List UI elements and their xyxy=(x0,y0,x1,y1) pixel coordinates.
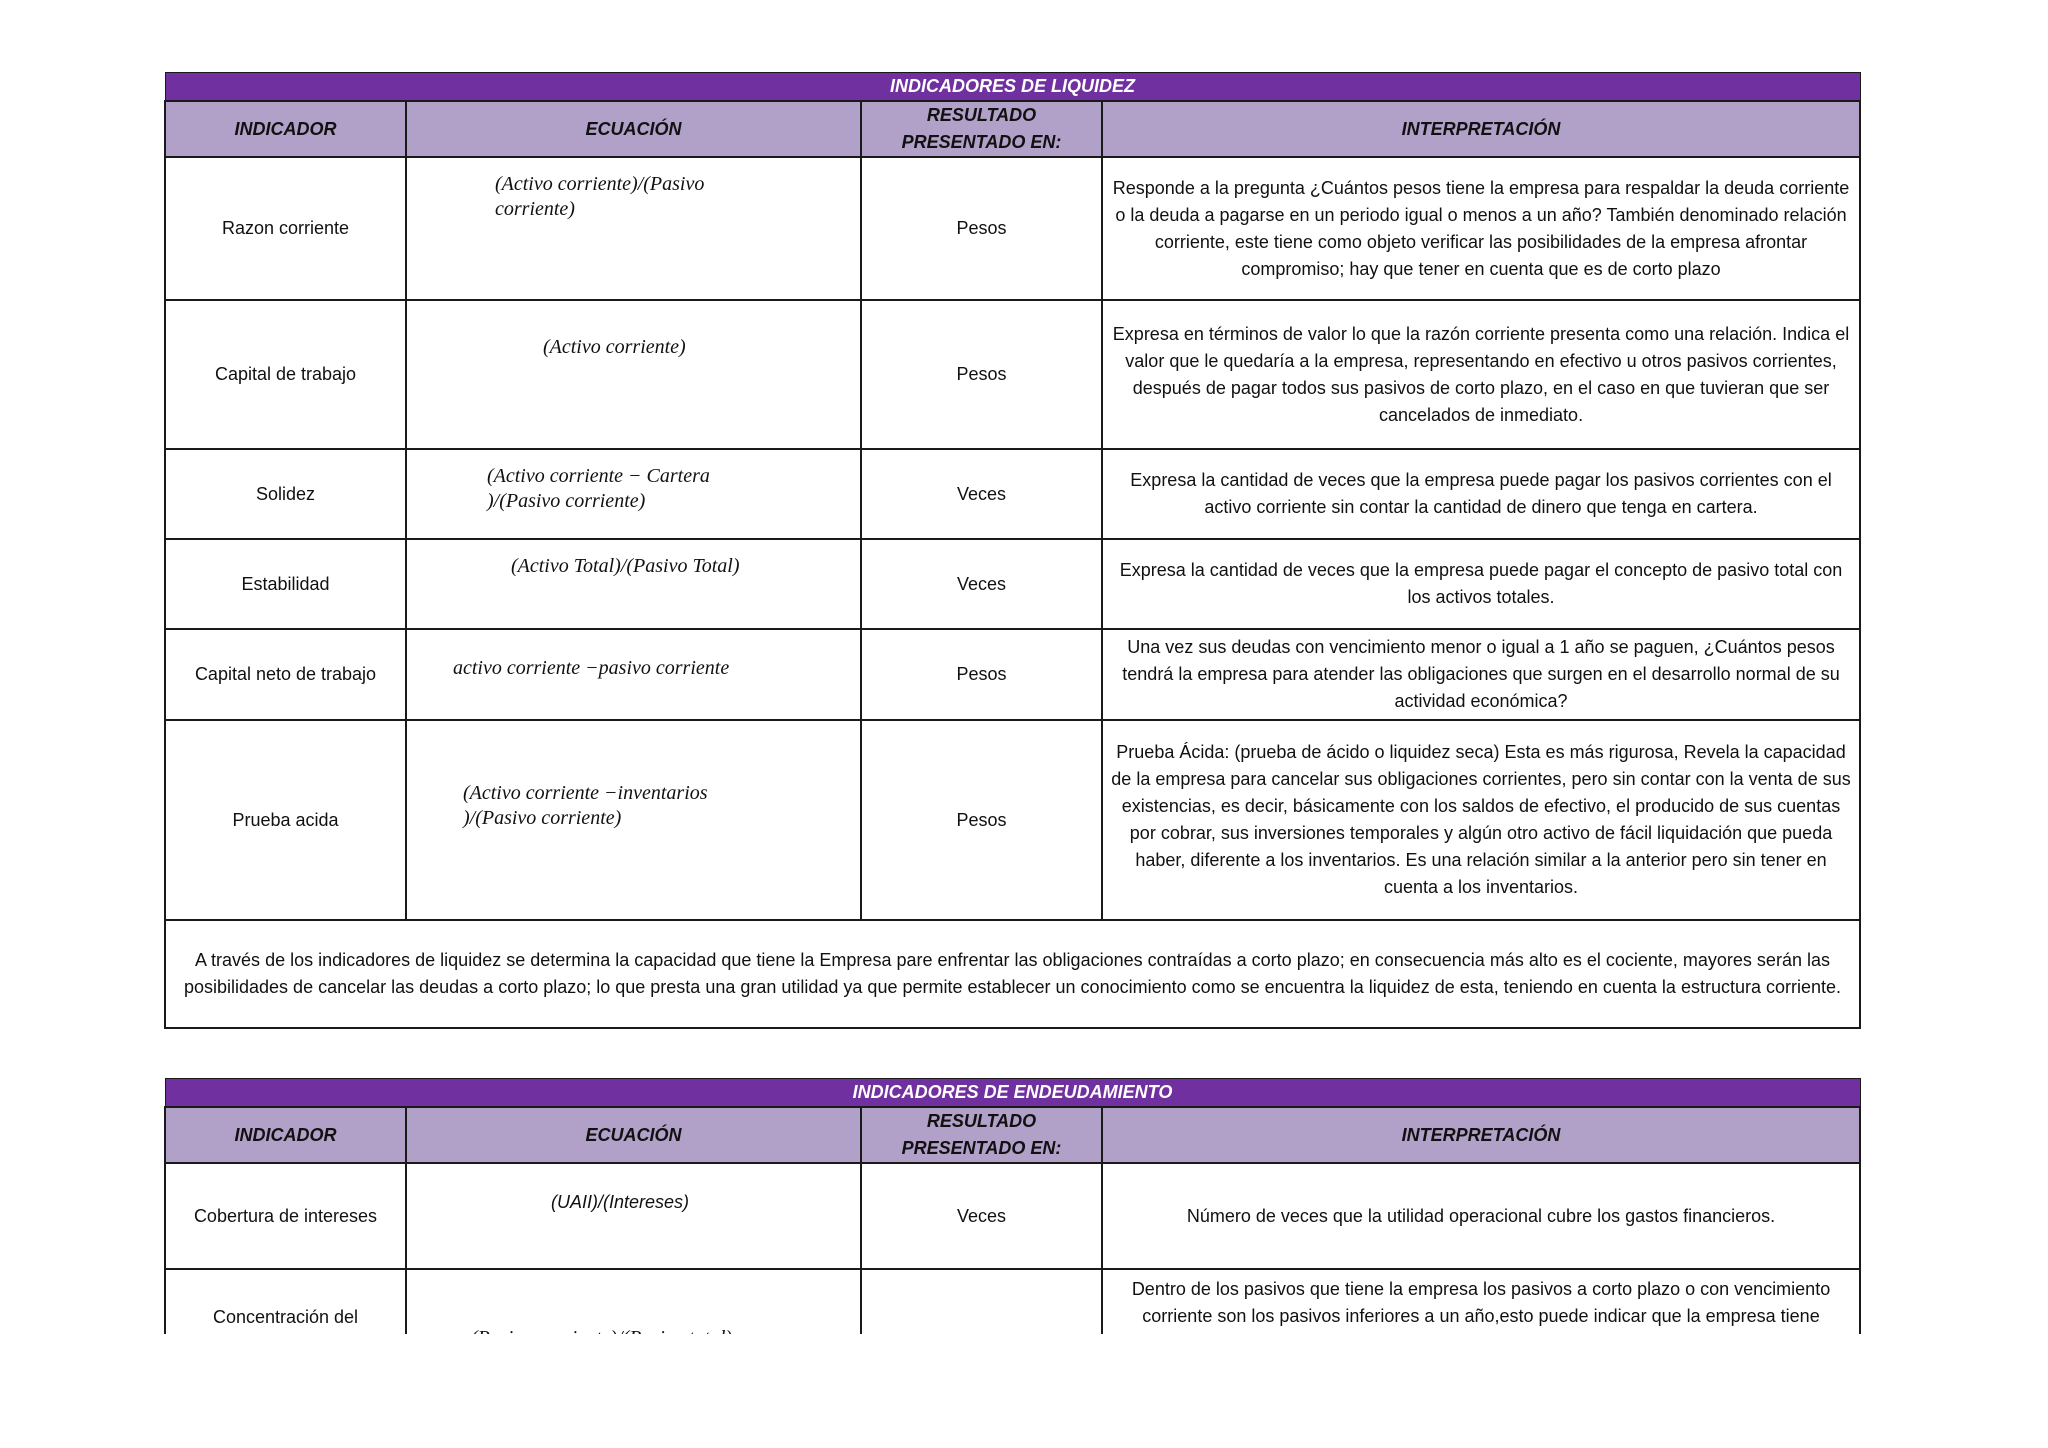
page-cutoff xyxy=(0,1334,2048,1448)
header-resultado: RESULTADO PRESENTADO EN: xyxy=(861,101,1102,157)
header-indicador: INDICADOR xyxy=(165,101,406,157)
result-unit: Pesos xyxy=(861,300,1102,449)
table-row xyxy=(165,539,1860,629)
indicator-name: Concentración del xyxy=(165,1269,406,1429)
liquidity-title: INDICADORES DE LIQUIDEZ xyxy=(165,73,1860,102)
indicator-name: Estabilidad xyxy=(165,539,406,629)
debt-title: INDICADORES DE ENDEUDAMIENTO xyxy=(165,1079,1860,1108)
result-unit: Veces xyxy=(861,449,1102,539)
interpretation: Dentro de los pasivos que tiene la empresa los pasivos a corto plazo o con vencimiento corriente son los pasivos inferiores a un año,esto puede indicar que la empresa tiene xyxy=(1102,1269,1860,1429)
indicator-name: Capital de trabajo xyxy=(165,300,406,449)
result-unit: Veces xyxy=(861,539,1102,629)
equation: (Activo corriente −inventarios )/(Pasivo corriente) xyxy=(463,782,708,829)
result-unit: Pesos xyxy=(861,157,1102,300)
table-row xyxy=(165,720,1860,920)
equation: (Activo corriente)/(Pasivo corriente) xyxy=(495,173,705,220)
equation: (UAII)/(Intereses) xyxy=(551,1192,690,1212)
interpretation: Prueba Ácida: (prueba de ácido o liquidez seca) Esta es más rigurosa, Revela la capacidad de la empresa para cancelar sus obligaciones corrientes, pero sin contar con la venta de sus existencias, es decir, básicamente con los saldos de efectivo, el producido de sus cuentas por cobrar, sus inversiones temporales y algún otro activo de fácil liquidación que pueda haber, diferente a los inventarios. Es una relación similar a la anterior pero sin tener en cuenta a los inventarios. xyxy=(1102,720,1860,920)
interpretation: Expresa la cantidad de veces que la empresa puede pagar los pasivos corrientes con el activo corriente sin contar la cantidad de dinero que tenga en cartera. xyxy=(1102,449,1860,539)
indicator-name: Capital neto de trabajo xyxy=(165,629,406,720)
liquidity-table xyxy=(164,72,1861,1029)
header-indicador: INDICADOR xyxy=(165,1107,406,1163)
table-row xyxy=(165,629,1860,720)
equation-cell xyxy=(406,629,861,720)
result-unit: Pesos xyxy=(861,720,1102,920)
table-row xyxy=(165,449,1860,539)
equation: (Activo corriente) xyxy=(543,336,686,358)
table-row xyxy=(165,157,1860,300)
header-resultado: RESULTADO PRESENTADO EN: xyxy=(861,1107,1102,1163)
interpretation: Expresa la cantidad de veces que la empresa puede pagar el concepto de pasivo total con los activos totales. xyxy=(1102,539,1860,629)
equation-cell xyxy=(406,539,861,629)
table-row xyxy=(165,1163,1860,1269)
indicator-name: Razon corriente xyxy=(165,157,406,300)
indicator-name: Prueba acida xyxy=(165,720,406,920)
interpretation: Responde a la pregunta ¿Cuántos pesos tiene la empresa para respaldar la deuda corriente o la deuda a pagarse en un periodo igual o menos a un año? También denominado relación corriente, este tiene como objeto verificar las posibilidades de la empresa afrontar compromiso; hay que tener en cuenta que es de corto plazo xyxy=(1102,157,1860,300)
equation-cell xyxy=(406,157,861,300)
equation-cell xyxy=(406,1163,861,1269)
header-ecuacion: ECUACIÓN xyxy=(406,1107,861,1163)
equation: (Activo corriente − Cartera )/(Pasivo corriente) xyxy=(487,465,710,512)
equation: activo corriente −pasivo corriente xyxy=(453,657,730,679)
result-unit: Pesos xyxy=(861,629,1102,720)
header-interpretacion: INTERPRETACIÓN xyxy=(1102,101,1860,157)
header-ecuacion: ECUACIÓN xyxy=(406,101,861,157)
result-unit: Veces xyxy=(861,1163,1102,1269)
table-row xyxy=(165,300,1860,449)
interpretation: Expresa en términos de valor lo que la razón corriente presenta como una relación. Indica el valor que le quedaría a la empresa, representando en efectivo u otros pasivos corrientes, después de pagar todos sus pasivos de corto plazo, en el caso en que tuvieran que ser cancelados de inmediato. xyxy=(1102,300,1860,449)
indicator-name: Cobertura de intereses xyxy=(165,1163,406,1269)
equation-cell xyxy=(406,300,861,449)
liquidity-summary: A través de los indicadores de liquidez se determina la capacidad que tiene la Empresa pare enfrentar las obligaciones contraídas a corto plazo; en consecuencia más alto es el cociente, mayores serán las posibilidades de cancelar las deudas a corto plazo; lo que presta una gran utilidad ya que permite establecer un conocimiento como se encuentra la liquidez de esta, teniendo en cuenta la estructura corriente. xyxy=(165,920,1860,1028)
equation: (Activo Total)/(Pasivo Total) xyxy=(511,555,740,577)
interpretation: Número de veces que la utilidad operacional cubre los gastos financieros. xyxy=(1102,1163,1860,1269)
equation-cell xyxy=(406,720,861,920)
interpretation: Una vez sus deudas con vencimiento menor o igual a 1 año se paguen, ¿Cuántos pesos tendrá la empresa para atender las obligaciones que surgen en el desarrollo normal de su actividad económica? xyxy=(1102,629,1860,720)
header-interpretacion: INTERPRETACIÓN xyxy=(1102,1107,1860,1163)
indicator-name: Solidez xyxy=(165,449,406,539)
summary-row xyxy=(165,920,1860,1028)
equation-cell xyxy=(406,449,861,539)
